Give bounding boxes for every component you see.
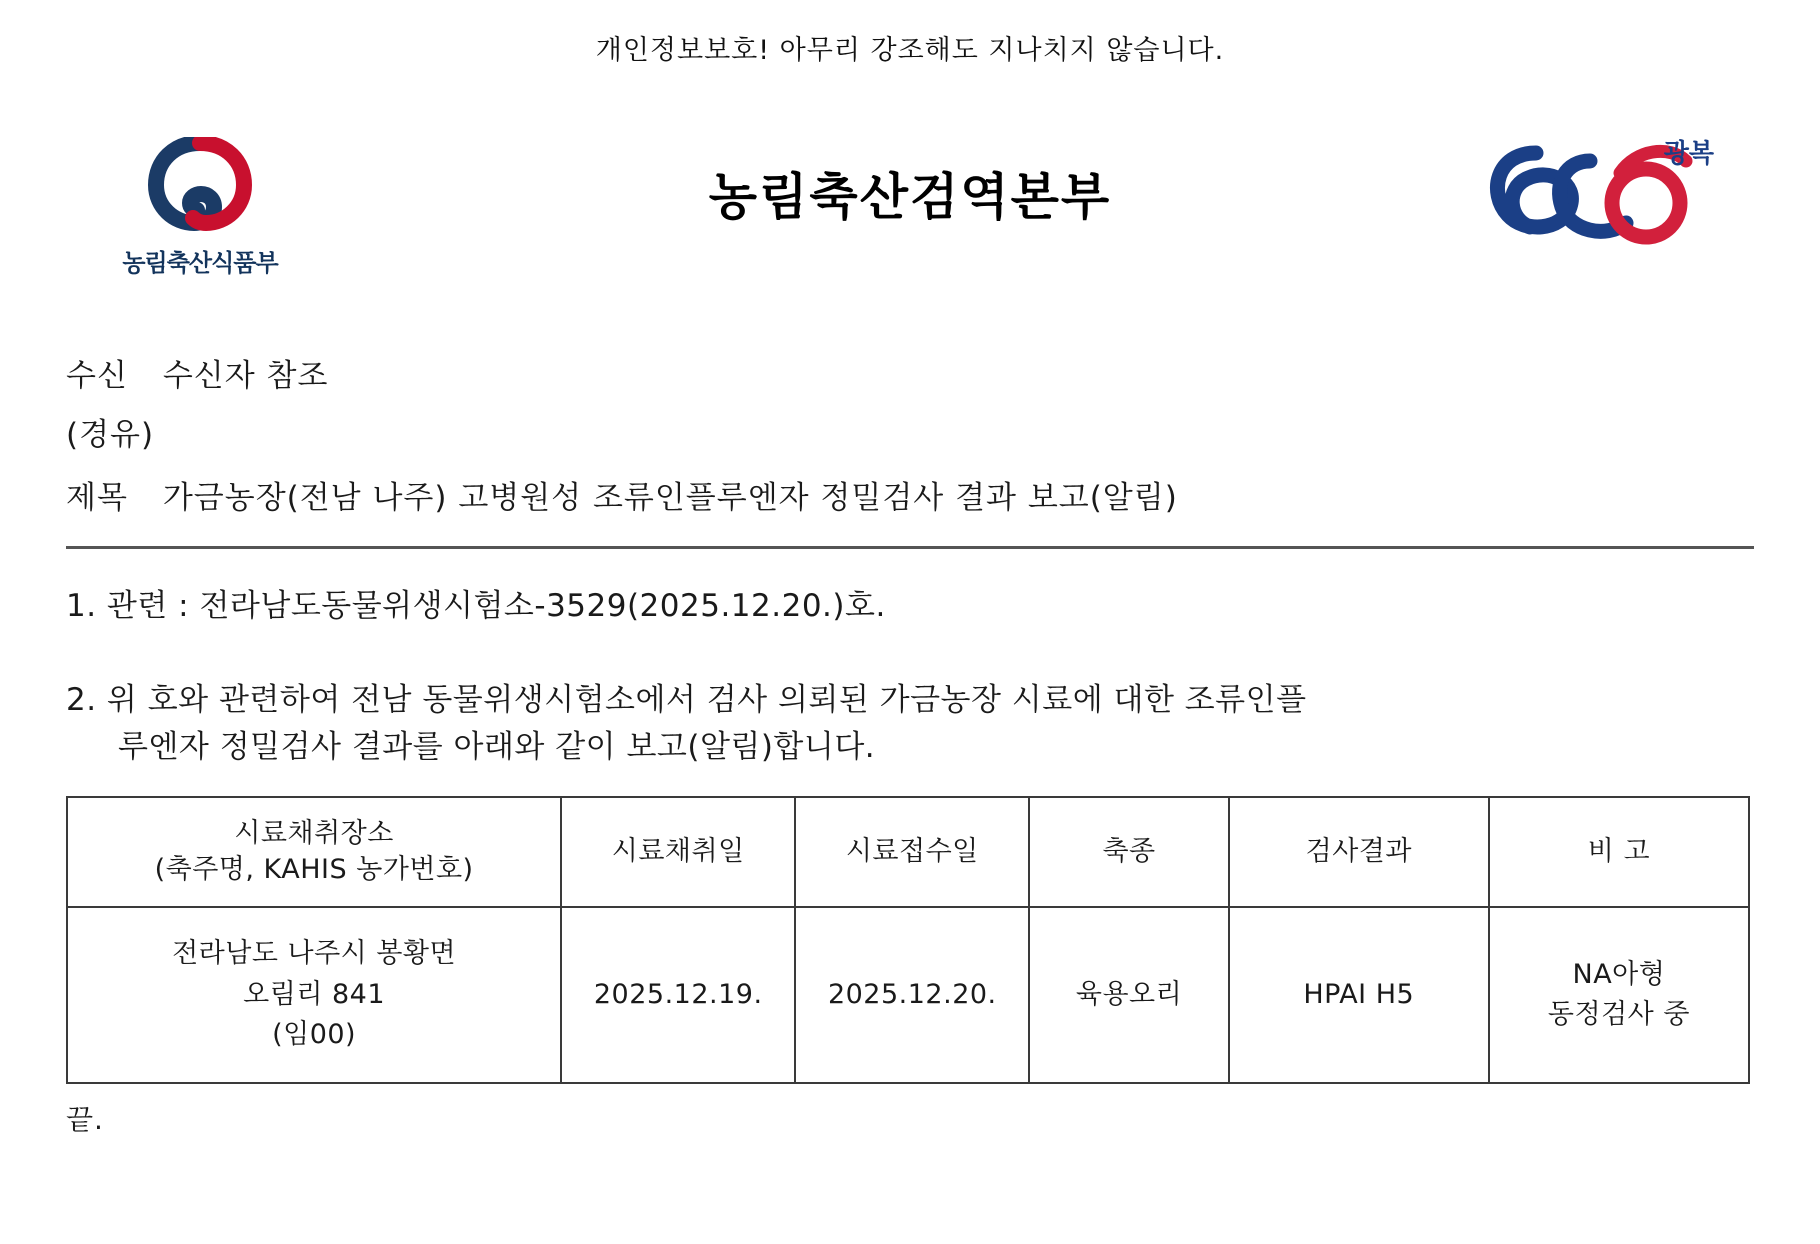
paragraph-1: 1. 관련 : 전라남도동물위생시험소-3529(2025.12.20.)호. (66, 587, 886, 624)
addressing-block (40, 347, 1780, 528)
table-header-row (67, 797, 1749, 907)
subject-value: 가금농장(전남 나주) 고병원성 조류인플루엔자 정밀검사 결과 보고(알림) (162, 479, 1178, 516)
via-line (66, 406, 1780, 465)
cell-received-date: 2025.12.20. (795, 907, 1029, 1083)
paragraph-2 (66, 677, 1750, 770)
subject-label: 제목 (66, 479, 128, 516)
cell-location (67, 907, 561, 1083)
ministry-emblem-label: 농림축산식품부 (122, 249, 278, 277)
column-header-species: 축종 (1029, 797, 1228, 907)
test-result-table (66, 796, 1750, 1084)
document-body (40, 583, 1780, 771)
recipient-line (66, 347, 1780, 406)
recipient-label: 수신 (66, 358, 128, 394)
cell-location-line1: 전라남도 나주시 봉황면 (172, 938, 457, 970)
column-header-result: 검사결과 (1229, 797, 1489, 907)
privacy-notice: 개인정보보호! 아무리 강조해도 지나치지 않습니다. (595, 35, 1225, 66)
column-header-note: 비 고 (1489, 797, 1749, 907)
subject-line (66, 469, 1780, 528)
anniversary-emblem (1470, 127, 1720, 267)
recipient-value: 수신자 참조 (162, 358, 329, 394)
header-divider (66, 546, 1754, 549)
page-title: 농림축산검역본부 (708, 168, 1112, 226)
column-header-location-line1: 시료채취장소 (234, 817, 394, 849)
cell-location-line3: (임00) (272, 1019, 357, 1051)
cell-result: HPAI H5 (1229, 907, 1489, 1083)
document-header (40, 67, 1780, 277)
cell-collected-date: 2025.12.19. (561, 907, 795, 1083)
end-mark: 끝. (66, 1103, 104, 1137)
via-label: (경유) (66, 416, 155, 453)
cell-location-line2: 오림리 841 (243, 978, 386, 1010)
table-row (67, 907, 1749, 1083)
cell-note (1489, 907, 1749, 1083)
column-header-received-date: 시료접수일 (795, 797, 1029, 907)
anniversary-label: 광복 (1663, 139, 1714, 169)
paragraph-2-line-2: 루엔자 정밀검사 결과를 아래와 같이 보고(알림)합니다. (118, 728, 876, 765)
column-header-collected-date: 시료채취일 (561, 797, 795, 907)
cell-species: 육용오리 (1029, 907, 1228, 1083)
paragraph-2-line-1: 2. 위 호와 관련하여 전남 동물위생시험소에서 검사 의뢰된 가금농장 시료에 대한 조류인플 (66, 682, 1307, 719)
column-header-location-line2: (축주명, KAHIS 농가번호) (154, 854, 474, 886)
cell-note-line1: NA아형 (1572, 958, 1666, 990)
column-header-location (67, 797, 561, 907)
cell-note-line2: 동정검사 중 (1547, 999, 1690, 1031)
